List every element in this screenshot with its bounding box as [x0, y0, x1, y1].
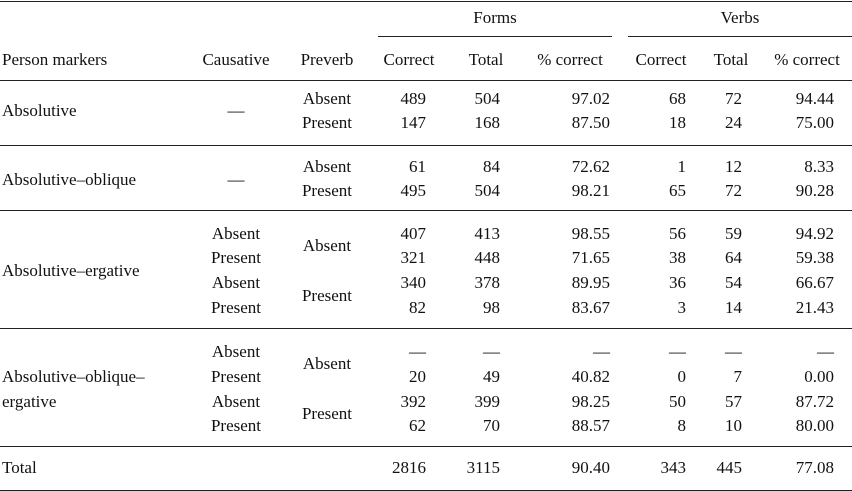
verbs-pct-cell: 75.00 — [795, 113, 834, 132]
column-header-causative: Causative — [202, 50, 270, 69]
total-verbs-total: 445 — [716, 458, 742, 477]
forms-correct-cell: — — [409, 342, 426, 361]
column-header-verbs-total: Total — [713, 50, 749, 69]
causative-cell: Present — [210, 248, 262, 267]
column-header-forms-pct: % correct — [537, 50, 603, 69]
forms-correct-cell: 407 — [400, 224, 426, 243]
verbs-correct-cell: 3 — [677, 298, 686, 317]
total-forms-pct: 90.40 — [571, 458, 610, 477]
forms-pct-cell: 98.21 — [571, 181, 610, 200]
forms-correct-cell: 489 — [400, 89, 426, 108]
verbs-pct-cell: 21.43 — [795, 298, 834, 317]
group-divider — [0, 145, 852, 146]
preverb-cell: Absent — [302, 89, 352, 108]
causative-cell: Present — [210, 416, 262, 435]
verbs-pct-cell: 59.38 — [795, 248, 834, 267]
forms-pct-cell: 71.65 — [571, 248, 610, 267]
group-divider — [0, 328, 852, 329]
verbs-correct-cell: 1 — [677, 157, 686, 176]
verbs-correct-cell: 65 — [669, 181, 686, 200]
total-label: Total — [2, 458, 37, 477]
verbs-pct-cell: 0.00 — [804, 367, 834, 386]
preverb-cell: Present — [301, 286, 353, 305]
causative-cell: Absent — [211, 273, 261, 292]
verbs-correct-cell: — — [669, 342, 686, 361]
person-marker-cell: Absolutive–ergative — [2, 261, 140, 280]
verbs-correct-cell: 56 — [669, 224, 686, 243]
verbs-correct-cell: 38 — [669, 248, 686, 267]
group-header-forms: Forms — [473, 8, 517, 27]
forms-pct-cell: 98.55 — [571, 224, 610, 243]
verbs-total-cell: 59 — [725, 224, 742, 243]
forms-correct-cell: 392 — [400, 392, 426, 411]
forms-total-cell: 168 — [474, 113, 500, 132]
verbs-total-cell: 54 — [725, 273, 742, 292]
forms-total-cell: 378 — [474, 273, 500, 292]
preverb-cell: Absent — [302, 236, 352, 255]
verbs-correct-cell: 68 — [669, 89, 686, 108]
forms-total-cell: 504 — [474, 181, 500, 200]
forms-correct-cell: 62 — [409, 416, 426, 435]
forms-total-cell: 84 — [483, 157, 500, 176]
verbs-total-cell: 10 — [725, 416, 742, 435]
verbs-pct-cell: 90.28 — [795, 181, 834, 200]
column-header-verbs-correct: Correct — [635, 50, 687, 69]
forms-pct-cell: 97.02 — [571, 89, 610, 108]
forms-correct-cell: 147 — [400, 113, 426, 132]
causative-cell: Absent — [211, 224, 261, 243]
forms-correct-cell: 20 — [409, 367, 426, 386]
forms-pct-cell: 40.82 — [571, 367, 610, 386]
verbs-pct-cell: 66.67 — [795, 273, 834, 292]
forms-pct-cell: 98.25 — [571, 392, 610, 411]
verbs-total-cell: 57 — [725, 392, 742, 411]
forms-correct-cell: 82 — [409, 298, 426, 317]
causative-cell: Absent — [211, 392, 261, 411]
preverb-cell: Absent — [302, 157, 352, 176]
forms-total-cell: 70 — [483, 416, 500, 435]
verbs-pct-cell: 80.00 — [795, 416, 834, 435]
verbs-group-rule — [628, 36, 852, 37]
verbs-total-cell: 24 — [725, 113, 742, 132]
verbs-pct-cell: 87.72 — [795, 392, 834, 411]
forms-total-cell: — — [483, 342, 500, 361]
person-marker-cell: Absolutive–oblique — [2, 170, 137, 189]
total-forms-correct: 2816 — [392, 458, 426, 477]
verbs-total-cell: 72 — [725, 181, 742, 200]
verbs-total-cell: 12 — [725, 157, 742, 176]
person-marker-cell: Absolutive–oblique– — [2, 367, 145, 386]
forms-correct-cell: 495 — [400, 181, 426, 200]
preverb-cell: Present — [301, 113, 353, 132]
preverb-cell: Present — [301, 404, 353, 423]
forms-pct-cell: 87.50 — [571, 113, 610, 132]
verbs-total-cell: 64 — [725, 248, 742, 267]
causative-cell: — — [227, 170, 245, 189]
verbs-total-cell: 72 — [725, 89, 742, 108]
causative-cell: — — [227, 101, 245, 120]
verbs-pct-cell: — — [817, 342, 834, 361]
group-header-verbs: Verbs — [720, 8, 760, 27]
forms-pct-cell: 72.62 — [571, 157, 610, 176]
verbs-pct-cell: 94.44 — [795, 89, 834, 108]
group-divider — [0, 446, 852, 447]
causative-cell: Present — [210, 367, 262, 386]
causative-cell: Present — [210, 298, 262, 317]
verbs-total-cell: 7 — [733, 367, 742, 386]
top-rule — [0, 1, 852, 2]
forms-correct-cell: 61 — [409, 157, 426, 176]
preverb-cell: Absent — [302, 354, 352, 373]
group-divider — [0, 210, 852, 211]
column-header-forms-correct: Correct — [383, 50, 435, 69]
causative-cell: Absent — [211, 342, 261, 361]
person-marker-cell: ergative — [2, 392, 57, 411]
verbs-correct-cell: 18 — [669, 113, 686, 132]
header-rule — [0, 80, 852, 81]
forms-group-rule — [378, 36, 612, 37]
forms-correct-cell: 321 — [400, 248, 426, 267]
forms-total-cell: 448 — [474, 248, 500, 267]
verbs-correct-cell: 50 — [669, 392, 686, 411]
forms-total-cell: 413 — [474, 224, 500, 243]
total-verbs-correct: 343 — [660, 458, 686, 477]
column-header-preverb: Preverb — [300, 50, 354, 69]
column-header-forms-total: Total — [468, 50, 504, 69]
forms-pct-cell: 83.67 — [571, 298, 610, 317]
column-header-verbs-pct: % correct — [774, 50, 840, 69]
forms-pct-cell: — — [593, 342, 610, 361]
preverb-cell: Present — [301, 181, 353, 200]
verbs-correct-cell: 36 — [669, 273, 686, 292]
forms-total-cell: 49 — [483, 367, 500, 386]
total-verbs-pct: 77.08 — [795, 458, 834, 477]
forms-total-cell: 98 — [483, 298, 500, 317]
forms-total-cell: 504 — [474, 89, 500, 108]
forms-pct-cell: 88.57 — [571, 416, 610, 435]
forms-pct-cell: 89.95 — [571, 273, 610, 292]
verbs-correct-cell: 8 — [677, 416, 686, 435]
verbs-pct-cell: 94.92 — [795, 224, 834, 243]
column-header-person-markers: Person markers — [2, 50, 108, 69]
verbs-total-cell: 14 — [725, 298, 742, 317]
total-forms-total: 3115 — [466, 458, 500, 477]
forms-total-cell: 399 — [474, 392, 500, 411]
verbs-total-cell: — — [725, 342, 742, 361]
verbs-pct-cell: 8.33 — [804, 157, 834, 176]
verbs-correct-cell: 0 — [677, 367, 686, 386]
person-marker-cell: Absolutive — [2, 101, 77, 120]
forms-correct-cell: 340 — [400, 273, 426, 292]
